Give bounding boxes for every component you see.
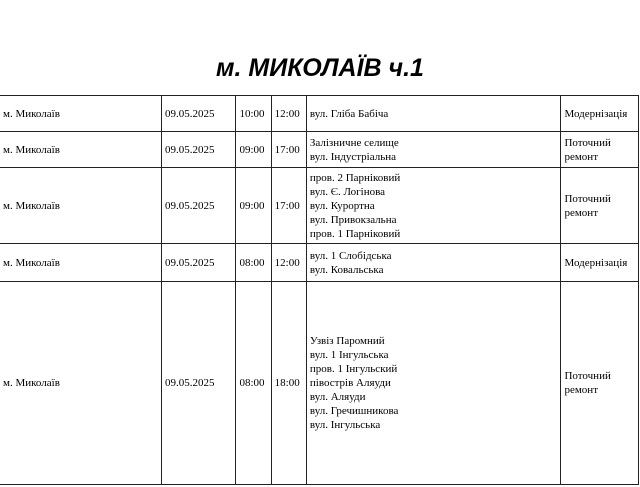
end-time-cell: 12:00 — [271, 244, 306, 282]
date-cell: 09.05.2025 — [162, 96, 236, 132]
page-title: м. МИКОЛАЇВ ч.1 — [216, 54, 424, 82]
end-time-cell: 17:00 — [271, 168, 306, 244]
city-cell: м. Миколаїв — [0, 244, 162, 282]
table-row — [0, 168, 639, 244]
street-name: вул. Ковальська — [309, 263, 384, 276]
start-time-cell: 10:00 — [236, 96, 271, 132]
work-type-text: Поточний — [564, 192, 611, 205]
street-name: вул. Аляуди — [309, 391, 366, 403]
street-name: пров. 1 Парніковий — [309, 227, 401, 240]
street-name: вул. Індустріальна — [309, 150, 396, 163]
date-cell: 09.05.2025 — [162, 168, 236, 244]
work-type-text: Модернізація — [564, 256, 628, 269]
end-time-cell: 17:00 — [271, 132, 306, 168]
street-name: вул. Є. Логінова — [309, 185, 386, 198]
street-name: вул. Привокзальна — [309, 213, 397, 226]
table-row — [0, 96, 639, 132]
end-time-cell: 18:00 — [271, 282, 306, 485]
streets-cell — [306, 96, 561, 132]
city-cell: м. Миколаїв — [0, 282, 162, 485]
table-row — [0, 282, 639, 485]
work-type-text: Поточний — [564, 370, 611, 382]
work-type-cell — [561, 168, 639, 244]
streets-cell — [306, 132, 561, 168]
street-name: вул. 1 Інгульська — [309, 349, 389, 361]
streets-cell — [306, 168, 561, 244]
street-name: Узвіз Паромний — [309, 335, 385, 347]
street-name: вул. Гліба Бабіча — [309, 107, 389, 120]
street-name: вул. Гречишникова — [309, 405, 399, 417]
city-cell: м. Миколаїв — [0, 96, 162, 132]
work-type-text: ремонт — [564, 150, 599, 163]
work-type-cell — [561, 282, 639, 485]
work-type-text: ремонт — [564, 206, 599, 219]
street-name: вул. Інгульська — [309, 419, 381, 431]
start-time-cell: 09:00 — [236, 168, 271, 244]
street-name: півострів Аляуди — [309, 377, 391, 389]
street-name: вул. 1 Слобідська — [309, 249, 392, 262]
street-name: вул. Курортна — [309, 199, 375, 212]
streets-cell — [306, 244, 561, 282]
start-time-cell: 09:00 — [236, 132, 271, 168]
work-type-text: Поточний — [564, 136, 611, 149]
outage-schedule-table — [0, 95, 639, 485]
table-row — [0, 244, 639, 282]
table-row — [0, 132, 639, 168]
work-type-cell — [561, 96, 639, 132]
work-type-text: Модернізація — [564, 107, 628, 120]
end-time-cell: 12:00 — [271, 96, 306, 132]
city-cell: м. Миколаїв — [0, 168, 162, 244]
street-name: пров. 1 Інгульский — [309, 363, 398, 375]
work-type-cell — [561, 244, 639, 282]
street-name: Залізничне селище — [309, 136, 399, 149]
work-type-text: ремонт — [564, 384, 599, 396]
start-time-cell: 08:00 — [236, 244, 271, 282]
street-name: пров. 2 Парніковий — [309, 171, 401, 184]
streets-cell — [306, 282, 561, 485]
date-cell: 09.05.2025 — [162, 282, 236, 485]
date-cell: 09.05.2025 — [162, 132, 236, 168]
date-cell: 09.05.2025 — [162, 244, 236, 282]
work-type-cell — [561, 132, 639, 168]
city-cell: м. Миколаїв — [0, 132, 162, 168]
start-time-cell: 08:00 — [236, 282, 271, 485]
